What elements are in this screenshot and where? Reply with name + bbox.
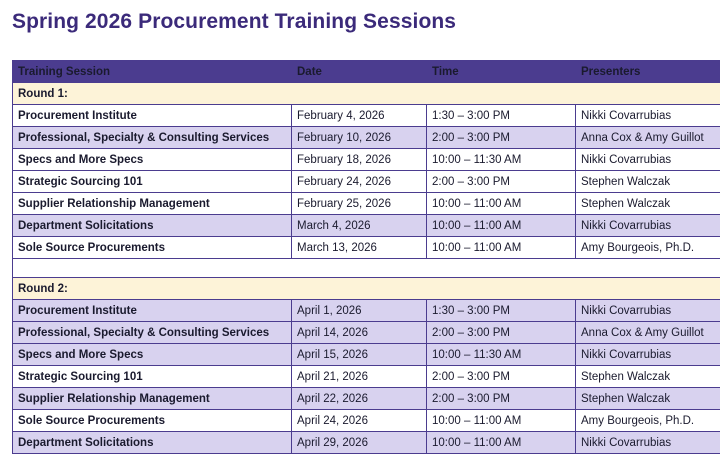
cell-presenters: Stephen Walczak — [576, 388, 720, 410]
cell-presenters: Amy Bourgeois, Ph.D. — [576, 410, 720, 432]
cell-time: 1:30 – 3:00 PM — [427, 300, 576, 322]
cell-date: April 1, 2026 — [292, 300, 427, 322]
cell-training-session: Supplier Relationship Management — [13, 388, 292, 410]
cell-time: 10:00 – 11:00 AM — [427, 215, 576, 237]
cell-training-session: Professional, Specialty & Consulting Services — [13, 127, 292, 149]
table-row — [13, 388, 720, 410]
cell-presenters: Nikki Covarrubias — [576, 215, 720, 237]
cell-presenters: Nikki Covarrubias — [576, 149, 720, 171]
cell-training-session: Department Solicitations — [13, 432, 292, 454]
column-header-training-session: Training Session — [13, 61, 292, 83]
cell-date: February 4, 2026 — [292, 105, 427, 127]
cell-presenters: Nikki Covarrubias — [576, 432, 720, 454]
cell-date: March 13, 2026 — [292, 237, 427, 259]
spacer-cell — [13, 259, 720, 278]
round-header-row — [13, 278, 720, 300]
cell-date: April 15, 2026 — [292, 344, 427, 366]
cell-date: April 14, 2026 — [292, 322, 427, 344]
cell-presenters: Nikki Covarrubias — [576, 105, 720, 127]
table-row — [13, 105, 720, 127]
cell-presenters: Anna Cox & Amy Guillot — [576, 322, 720, 344]
cell-date: April 21, 2026 — [292, 366, 427, 388]
cell-date: February 25, 2026 — [292, 193, 427, 215]
cell-presenters: Stephen Walczak — [576, 193, 720, 215]
round-header-row — [13, 83, 720, 105]
cell-time: 10:00 – 11:00 AM — [427, 410, 576, 432]
cell-date: February 10, 2026 — [292, 127, 427, 149]
cell-time: 2:00 – 3:00 PM — [427, 388, 576, 410]
cell-time: 1:30 – 3:00 PM — [427, 105, 576, 127]
cell-training-session: Specs and More Specs — [13, 344, 292, 366]
cell-training-session: Sole Source Procurements — [13, 410, 292, 432]
table-row — [13, 410, 720, 432]
cell-time: 10:00 – 11:00 AM — [427, 237, 576, 259]
table-row — [13, 149, 720, 171]
cell-time: 10:00 – 11:00 AM — [427, 432, 576, 454]
cell-presenters: Stephen Walczak — [576, 171, 720, 193]
cell-training-session: Professional, Specialty & Consulting Services — [13, 322, 292, 344]
cell-time: 2:00 – 3:00 PM — [427, 127, 576, 149]
cell-time: 10:00 – 11:30 AM — [427, 149, 576, 171]
column-header-presenters: Presenters — [576, 61, 720, 83]
cell-presenters: Amy Bourgeois, Ph.D. — [576, 237, 720, 259]
column-header-time: Time — [427, 61, 576, 83]
table-body — [13, 83, 720, 454]
cell-date: February 18, 2026 — [292, 149, 427, 171]
spacer-row — [13, 259, 720, 278]
table-row — [13, 344, 720, 366]
round-label: Round 2: — [13, 278, 720, 300]
schedule-table-container — [0, 34, 720, 454]
cell-time: 10:00 – 11:30 AM — [427, 344, 576, 366]
cell-time: 2:00 – 3:00 PM — [427, 322, 576, 344]
table-row — [13, 193, 720, 215]
cell-training-session: Specs and More Specs — [13, 149, 292, 171]
cell-presenters: Anna Cox & Amy Guillot — [576, 127, 720, 149]
table-row — [13, 215, 720, 237]
table-row — [13, 432, 720, 454]
cell-training-session: Sole Source Procurements — [13, 237, 292, 259]
cell-training-session: Strategic Sourcing 101 — [13, 171, 292, 193]
cell-time: 10:00 – 11:00 AM — [427, 193, 576, 215]
table-row — [13, 127, 720, 149]
table-head — [13, 61, 720, 83]
cell-date: February 24, 2026 — [292, 171, 427, 193]
cell-date: April 24, 2026 — [292, 410, 427, 432]
cell-date: March 4, 2026 — [292, 215, 427, 237]
cell-training-session: Procurement Institute — [13, 105, 292, 127]
table-row — [13, 366, 720, 388]
cell-date: April 29, 2026 — [292, 432, 427, 454]
cell-training-session: Strategic Sourcing 101 — [13, 366, 292, 388]
page-title: Spring 2026 Procurement Training Sessions — [0, 0, 720, 34]
cell-date: April 22, 2026 — [292, 388, 427, 410]
column-header-date: Date — [292, 61, 427, 83]
cell-presenters: Nikki Covarrubias — [576, 344, 720, 366]
table-row — [13, 237, 720, 259]
cell-presenters: Stephen Walczak — [576, 366, 720, 388]
cell-time: 2:00 – 3:00 PM — [427, 171, 576, 193]
cell-time: 2:00 – 3:00 PM — [427, 366, 576, 388]
table-header-row — [13, 61, 720, 83]
table-row — [13, 171, 720, 193]
table-row — [13, 322, 720, 344]
cell-training-session: Supplier Relationship Management — [13, 193, 292, 215]
cell-training-session: Procurement Institute — [13, 300, 292, 322]
training-schedule-table — [12, 60, 720, 454]
cell-training-session: Department Solicitations — [13, 215, 292, 237]
cell-presenters: Nikki Covarrubias — [576, 300, 720, 322]
table-row — [13, 300, 720, 322]
round-label: Round 1: — [13, 83, 720, 105]
